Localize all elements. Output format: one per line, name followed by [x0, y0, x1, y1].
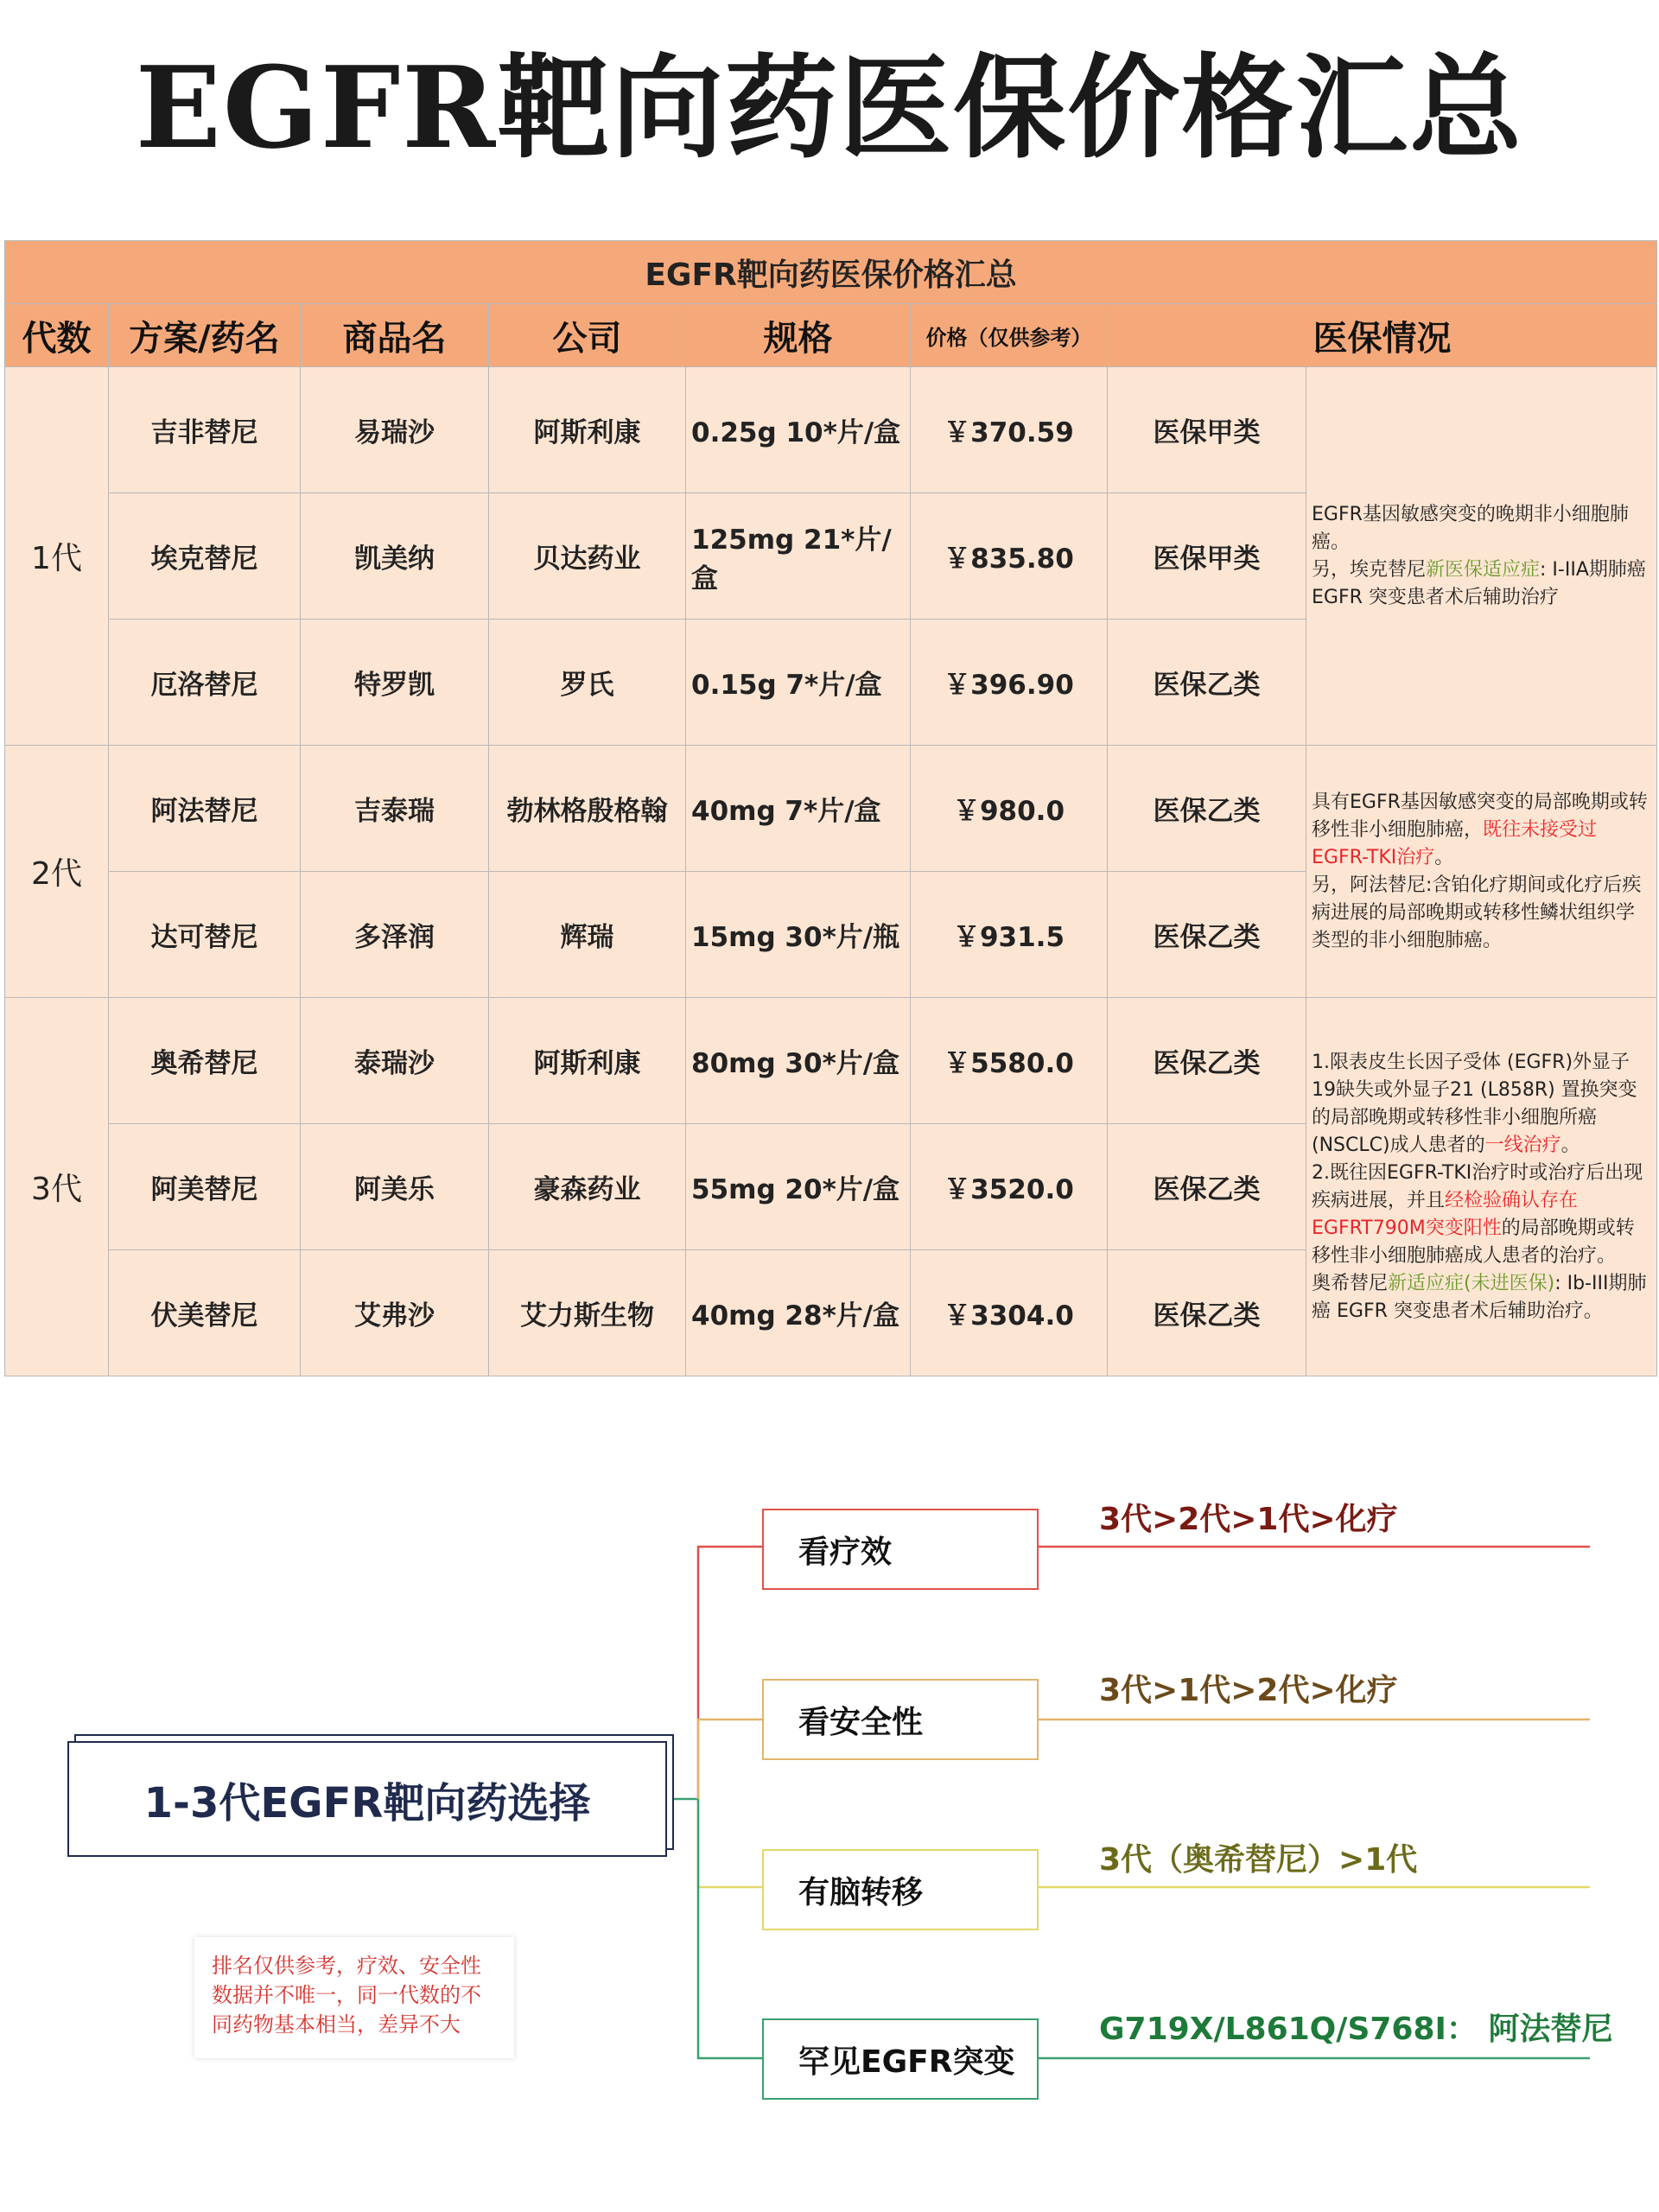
table-row — [5, 367, 1657, 493]
spec-cell: 15mg 30*片/瓶 — [686, 872, 911, 998]
spec-cell: 40mg 7*片/盒 — [686, 746, 911, 872]
brand-cell: 易瑞沙 — [301, 367, 489, 493]
spec-cell: 0.25g 10*片/盒 — [686, 367, 911, 493]
insurance-note-gen1 — [1306, 367, 1657, 746]
insurance-note-gen3 — [1306, 998, 1657, 1376]
insurance-cell: 医保乙类 — [1108, 1124, 1306, 1250]
note-highlight: 既往未接受过EGFR-TKI治疗 — [1312, 818, 1598, 868]
mindmap-note: 排名仅供参考，疗效、安全性数据并不唯一，同一代数的不同药物基本相当，差异不大 — [194, 1937, 514, 2058]
company-cell: 罗氏 — [489, 620, 686, 746]
note-text: 另，阿法替尼:含铂化疗期间或化疗后疾病进展的局部晚期或转移性鳞状组织学类型的非小细胞肺癌。 — [1312, 874, 1642, 951]
brand-cell: 特罗凯 — [301, 620, 489, 746]
insurance-note-gen2 — [1306, 746, 1657, 998]
branch-efficacy — [762, 1509, 1039, 1590]
connector-efficacy — [698, 1547, 762, 1799]
drug-cell: 埃克替尼 — [109, 493, 301, 620]
header-brand: 商品名 — [301, 304, 489, 367]
connector-safety — [698, 1719, 762, 1799]
note-text: 的局部晚期或转移性非小细胞肺癌成人患者的治疗。 — [1312, 1217, 1635, 1267]
branch-label: 有脑转移 — [798, 1874, 924, 1910]
generation-cell: 2代 — [5, 746, 109, 998]
branch-brain-metastasis — [762, 1849, 1039, 1930]
price-cell: ￥370.59 — [911, 367, 1108, 493]
header-spec: 规格 — [686, 304, 911, 367]
drug-cell: 阿法替尼 — [109, 746, 301, 872]
note-highlight: 新医保适应症 — [1426, 558, 1541, 581]
note-text: EGFR基因敏感突变的晚期非小细胞肺癌。 — [1312, 503, 1629, 553]
insurance-cell: 医保甲类 — [1108, 493, 1306, 620]
mindmap-root: 1-3代EGFR靶向药选择 — [67, 1741, 667, 1857]
price-cell: ￥3304.0 — [911, 1250, 1108, 1376]
brand-cell: 阿美乐 — [301, 1124, 489, 1250]
generation-cell: 1代 — [5, 367, 109, 746]
spec-cell: 0.15g 7*片/盒 — [686, 620, 911, 746]
price-cell: ￥3520.0 — [911, 1124, 1108, 1250]
insurance-cell: 医保乙类 — [1108, 1250, 1306, 1376]
note-highlight: 新适应症(未进医保) — [1388, 1272, 1555, 1294]
drug-cell: 伏美替尼 — [109, 1250, 301, 1376]
company-cell: 阿斯利康 — [489, 998, 686, 1124]
table-caption: EGFR靶向药医保价格汇总 — [5, 241, 1657, 304]
company-cell: 贝达药业 — [489, 493, 686, 620]
header-company: 公司 — [489, 304, 686, 367]
brand-cell: 多泽润 — [301, 872, 489, 998]
drug-cell: 吉非替尼 — [109, 367, 301, 493]
company-cell: 勃林格殷格翰 — [489, 746, 686, 872]
table-row — [5, 998, 1657, 1124]
generation-cell: 3代 — [5, 998, 109, 1376]
note-text: 2.既往因EGFR-TKI治疗时或治疗后出现疾病进展，并且 — [1312, 1161, 1643, 1211]
result-rare-mutation: G719X/L861Q/S768I： 阿法替尼 — [1099, 2012, 1613, 2047]
header-generation: 代数 — [5, 304, 109, 367]
company-cell: 艾力斯生物 — [489, 1250, 686, 1376]
spec-cell: 80mg 30*片/盒 — [686, 998, 911, 1124]
insurance-cell: 医保甲类 — [1108, 367, 1306, 493]
result-brain-metastasis: 3代（奥希替尼）>1代 — [1099, 1842, 1418, 1878]
drug-price-table — [4, 240, 1657, 1376]
price-cell: ￥835.80 — [911, 493, 1108, 620]
company-cell: 阿斯利康 — [489, 367, 686, 493]
note-text: 。 — [1434, 846, 1454, 868]
brand-cell: 艾弗沙 — [301, 1250, 489, 1376]
brand-cell: 凯美纳 — [301, 493, 489, 620]
brand-cell: 泰瑞沙 — [301, 998, 489, 1124]
price-cell: ￥931.5 — [911, 872, 1108, 998]
branch-label: 看疗效 — [798, 1534, 893, 1570]
note-text: : I-IIA期肺癌 EGFR 突变患者术后辅助治疗 — [1312, 558, 1646, 608]
connector-rare — [698, 1799, 762, 2058]
insurance-cell: 医保乙类 — [1108, 746, 1306, 872]
company-cell: 辉瑞 — [489, 872, 686, 998]
note-highlight: 一线治疗 — [1484, 1134, 1561, 1156]
branch-safety — [762, 1679, 1039, 1760]
page-title: EGFR靶向药医保价格汇总 — [135, 41, 1524, 174]
price-cell: ￥396.90 — [911, 620, 1108, 746]
spec-cell: 55mg 20*片/盒 — [686, 1124, 911, 1250]
price-cell: ￥5580.0 — [911, 998, 1108, 1124]
drug-cell: 厄洛替尼 — [109, 620, 301, 746]
note-highlight: 经检验确认存在EGFRT790M突变阳性 — [1312, 1189, 1579, 1239]
note-text: 奥希替尼 — [1312, 1272, 1389, 1294]
spec-cell: 40mg 28*片/盒 — [686, 1250, 911, 1376]
brand-cell: 吉泰瑞 — [301, 746, 489, 872]
drug-cell: 达可替尼 — [109, 872, 301, 998]
insurance-cell: 医保乙类 — [1108, 872, 1306, 998]
company-cell: 豪森药业 — [489, 1124, 686, 1250]
drug-cell: 阿美替尼 — [109, 1124, 301, 1250]
drug-cell: 奥希替尼 — [109, 998, 301, 1124]
connector-brain — [698, 1799, 762, 1887]
note-text: 1.限表皮生长因子受体 (EGFR)外显子19缺失或外显子21 (L858R) 置换突变的局部晚期或转移性非小细胞所癌(NSCLC)成人患者的 — [1312, 1051, 1637, 1156]
branch-label: 看安全性 — [798, 1704, 924, 1740]
insurance-cell: 医保乙类 — [1108, 998, 1306, 1124]
header-insurance: 医保情况 — [1108, 304, 1657, 367]
result-efficacy: 3代>2代>1代>化疗 — [1099, 1502, 1398, 1537]
note-text: 具有EGFR基因敏感突变的局部晚期或转移性非小细胞肺癌， — [1312, 791, 1648, 841]
note-text: 。 — [1560, 1134, 1580, 1156]
spec-cell: 125mg 21*片/盒 — [686, 493, 911, 620]
insurance-cell: 医保乙类 — [1108, 620, 1306, 746]
note-text: 另，埃克替尼 — [1312, 558, 1427, 581]
price-cell: ￥980.0 — [911, 746, 1108, 872]
header-drug: 方案/药名 — [109, 304, 301, 367]
note-text: : Ib-III期肺癌 EGFR 突变患者术后辅助治疗。 — [1312, 1272, 1647, 1322]
branch-rare-mutation — [762, 2018, 1039, 2100]
header-price: 价格（仅供参考） — [911, 304, 1108, 367]
branch-label: 罕见EGFR突变 — [798, 2044, 1015, 2080]
table-row — [5, 746, 1657, 872]
result-safety: 3代>1代>2代>化疗 — [1099, 1673, 1398, 1708]
